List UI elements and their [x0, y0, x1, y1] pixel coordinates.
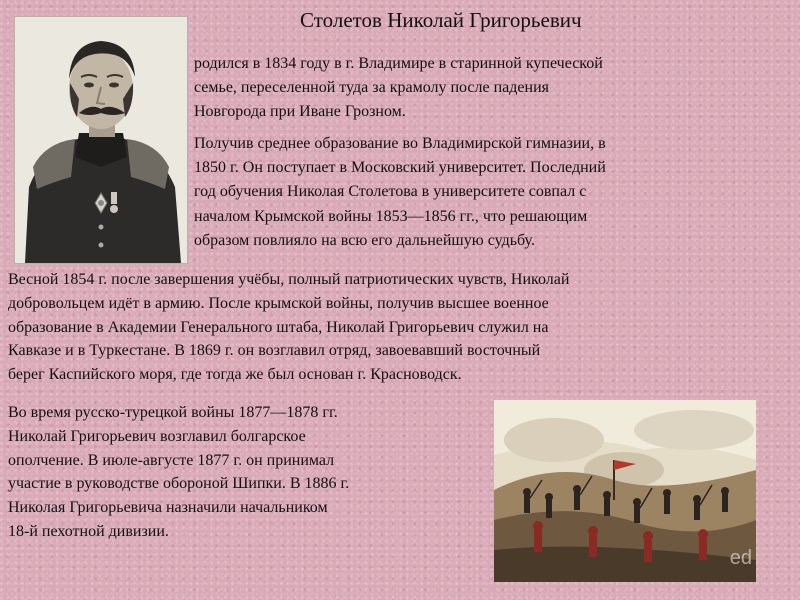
text-line: 1850 г. Он поступает в Московский университет. Последний — [194, 159, 606, 177]
text-line: Весной 1854 г. после завершения учёбы, полный патриотических чувств, Николай — [8, 271, 570, 288]
text-line: Получив среднее образование во Владимирской гимназии, в — [194, 135, 606, 152]
text-line: участие в руководстве обороной Шипки. В 1886 г. — [8, 475, 350, 493]
battle-painting — [494, 400, 756, 582]
text-line: семье, переселенной туда за крамолу после падения — [194, 79, 550, 97]
watermark-text: ed — [729, 547, 752, 569]
text-line: добровольцем идёт в армию. После крымской войны, получив высшее военное — [8, 294, 549, 312]
education-paragraph — [194, 132, 606, 253]
text-line: образование в Академии Генерального штаба, Николай Григорьевич служил на — [8, 318, 549, 336]
text-line: берег Каспийского моря, где тогда же был основан г. Красноводск. — [8, 366, 462, 384]
war-paragraph — [8, 401, 349, 544]
page-title: Столетов Николай Григорьевич — [300, 8, 582, 32]
intro-paragraph — [194, 52, 603, 125]
text-line: Николая Григорьевича назначили начальником — [8, 499, 328, 517]
text-line: 18-й пехотной дивизии. — [8, 522, 169, 540]
portrait-image — [14, 16, 188, 264]
text-line: началом Крымской войны 1853—1856 гг., что решающим — [194, 207, 588, 225]
text-line: Николай Григорьевич возглавил болгарское — [8, 427, 306, 445]
army-paragraph — [8, 268, 569, 387]
text-line: ополчение. В июле-августе 1877 г. он принимал — [8, 451, 335, 469]
text-line: Новгорода при Иване Грозном. — [194, 103, 406, 121]
text-line: Во время русско-турецкой войны 1877—1878 гг. — [8, 404, 338, 421]
text-line: образом повлияло на всю его дальнейшую судьбу. — [194, 231, 535, 249]
text-line: Кавказе и в Туркестане. В 1869 г. он возглавил отряд, завоевавший восточный — [8, 342, 541, 360]
text-line: родился в 1834 году в г. Владимире в старинной купеческой — [194, 55, 603, 72]
text-line: год обучения Николая Столетова в университете совпал с — [194, 183, 587, 201]
